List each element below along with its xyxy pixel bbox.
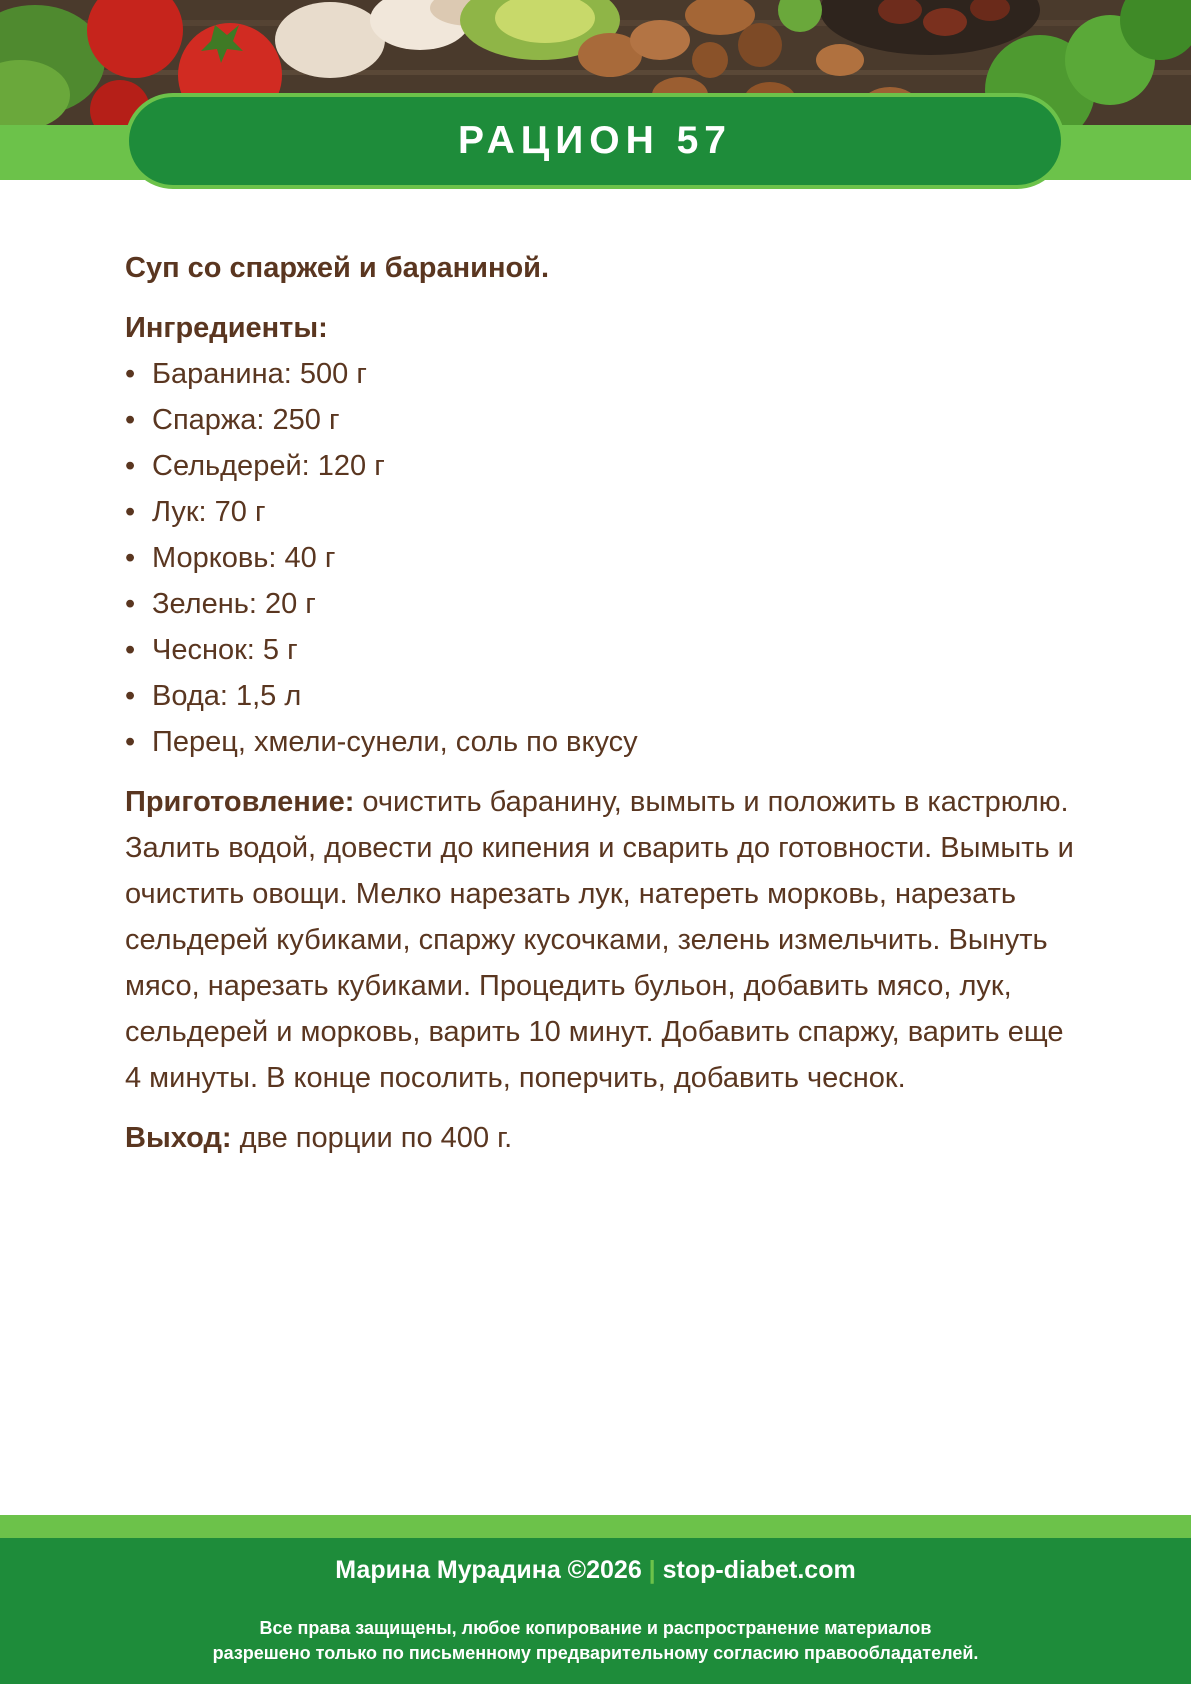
bullet: •: [125, 450, 136, 482]
bullet: •: [125, 588, 136, 620]
footer-author: Марина Мурадина ©2026: [335, 1556, 642, 1584]
ingredients-heading: Ингредиенты:: [125, 312, 328, 344]
page-title: РАЦИОН 57: [458, 119, 732, 162]
preparation-label: Приготовление:: [125, 786, 355, 818]
bullet: •: [125, 634, 136, 666]
list-item: [125, 673, 1075, 719]
list-item: [125, 581, 1075, 627]
footer: [0, 1538, 1191, 1684]
ingredient-text: Баранина: 500 г: [152, 358, 367, 390]
footer-legal: [0, 1616, 1191, 1666]
ingredient-text: Спаржа: 250 г: [152, 404, 340, 436]
ingredient-text: Морковь: 40 г: [152, 542, 336, 574]
bullet: •: [125, 358, 136, 390]
list-item: [125, 397, 1075, 443]
list-item: [125, 535, 1075, 581]
preparation-text: очистить баранину, вымыть и положить в кастрюлю. Залить водой, довести до кипения и сварить до готовности. Вымыть и очистить овощи. Мелко нарезать лук, натереть морковь, нарезать сельдерей кубиками, спаржу кусочками, зелень измельчить. Вынуть мясо, нарезать кубиками. Процедить бульон, добавить мясо, лук, сельдерей и морковь, варить 10 минут. Добавить спаржу, варить еще 4 минуты. В конце посолить, поперчить, добавить чеснок.: [125, 786, 1074, 1094]
list-item: [125, 719, 1075, 765]
bullet: •: [125, 726, 136, 758]
ingredient-text: Чеснок: 5 г: [152, 634, 298, 666]
ingredient-text: Вода: 1,5 л: [152, 680, 302, 712]
yield-text: две порции по 400 г.: [239, 1122, 513, 1154]
title-banner: [125, 93, 1065, 189]
ingredient-text: Лук: 70 г: [152, 496, 266, 528]
ingredient-text: Зелень: 20 г: [152, 588, 316, 620]
ingredients-list: [125, 351, 1075, 765]
footer-legal-line-1: Все права защищены, любое копирование и распространение материалов: [259, 1618, 932, 1638]
recipe-content: [125, 245, 1075, 1161]
footer-site-link[interactable]: stop-diabet.com: [662, 1556, 856, 1584]
ingredient-text: Перец, хмели-сунели, соль по вкусу: [152, 726, 638, 758]
list-item: [125, 351, 1075, 397]
footer-credits: [0, 1554, 1191, 1586]
bullet: •: [125, 680, 136, 712]
list-item: [125, 627, 1075, 673]
bullet: •: [125, 404, 136, 436]
bullet: •: [125, 542, 136, 574]
list-item: [125, 443, 1075, 489]
yield-paragraph: [125, 1115, 1075, 1161]
ingredient-text: Сельдерей: 120 г: [152, 450, 385, 482]
dish-title: Суп со спаржей и бараниной.: [125, 252, 550, 284]
bullet: •: [125, 496, 136, 528]
footer-legal-line-2: разрешено только по письменному предварительному согласию правообладателей.: [212, 1643, 979, 1663]
footer-green-strip: [0, 1515, 1191, 1538]
yield-label: Выход:: [125, 1122, 232, 1154]
preparation-paragraph: [125, 779, 1075, 1101]
list-item: [125, 489, 1075, 535]
footer-separator: |: [648, 1556, 656, 1584]
